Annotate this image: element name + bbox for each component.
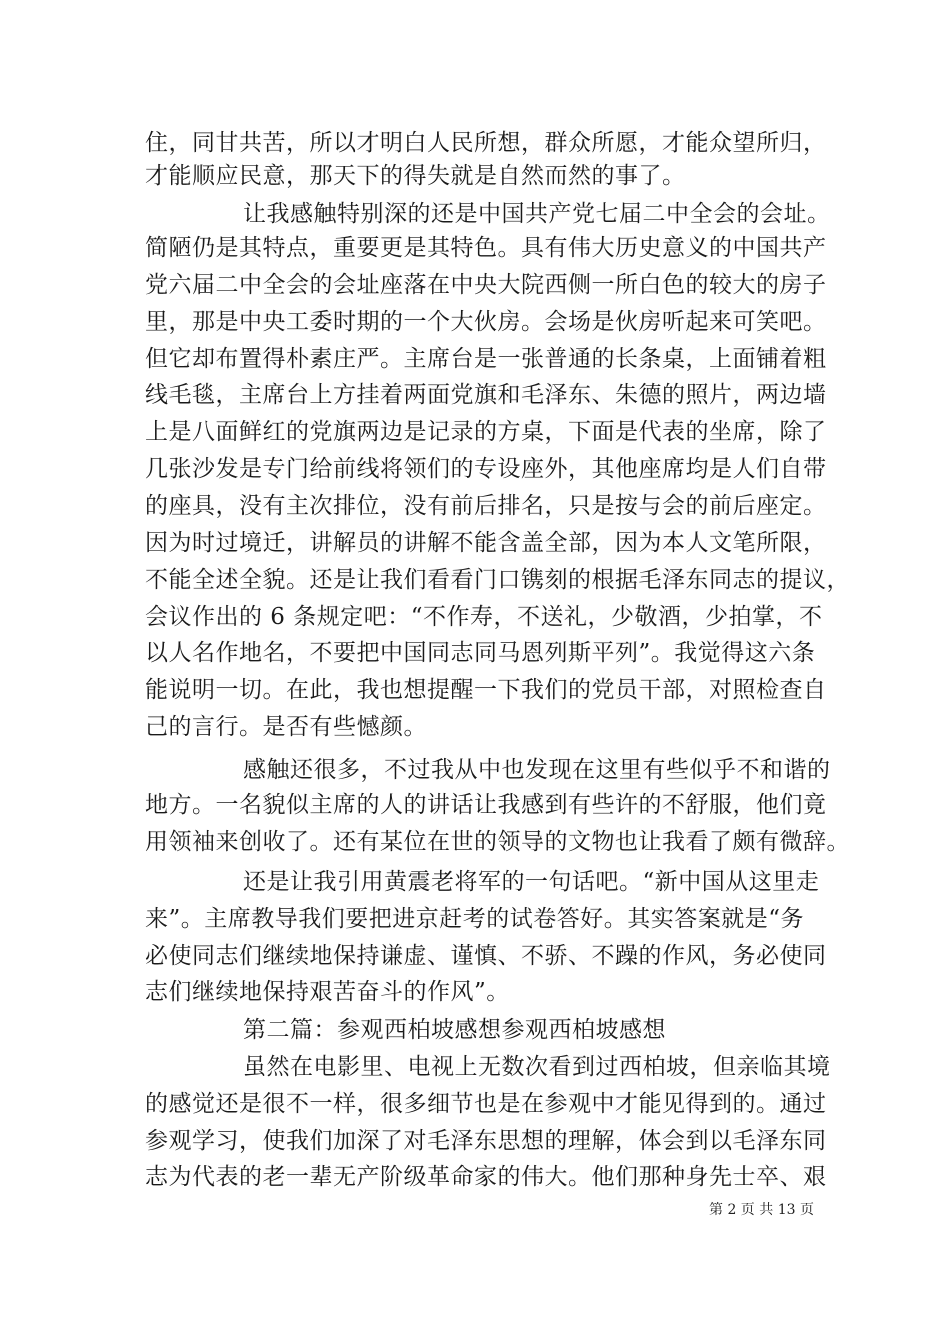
text-line: 必使同志们继续地保持谦虚、谨慎、不骄、不躁的作风，务必使同	[145, 943, 827, 969]
text-line: 因为时过境迁，讲解员的讲解不能含盖全部，因为本人文笔所限，	[145, 530, 827, 556]
text-line: 线毛毯，主席台上方挂着两面党旗和毛泽东、朱德的照片，两边墙	[145, 382, 827, 408]
text-line: 来”。主席教导我们要把进京赶考的试卷答好。其实答案就是“务	[145, 906, 805, 932]
text-line: 才能顺应民意，那天下的得失就是自然而然的事了。	[145, 163, 686, 189]
text-line: 不能全述全貌。还是让我们看看门口镌刻的根据毛泽东同志的提议，	[145, 567, 850, 593]
text-line: 志为代表的老一辈无产阶级革命家的伟大。他们那种身先士卒、艰	[145, 1164, 827, 1190]
text-line: 几张沙发是专门给前线将领们的专设座外，其他座席均是人们自带	[145, 456, 827, 482]
text-line: 的感觉还是很不一样，很多细节也是在参观中才能见得到的。通过	[145, 1091, 827, 1117]
text-line: 参观学习，使我们加深了对毛泽东思想的理解，体会到以毛泽东同	[145, 1128, 827, 1154]
page-number-footer: 第 2 页 共 13 页	[709, 1202, 814, 1218]
paragraph-start-line: 还是让我引用黄震老将军的一句话吧。“新中国从这里走	[243, 869, 820, 895]
text-line: 里，那是中央工委时期的一个大伙房。会场是伙房听起来可笑吧。	[145, 309, 827, 335]
text-line: 住，同甘共苦，所以才明白人民所想，群众所愿，才能众望所归，	[145, 130, 827, 156]
paragraph-start-line: 让我感触特别深的还是中国共产党七届二中全会的会址。	[243, 201, 831, 227]
text-line: 以人名作地名，不要把中国同志同马恩列斯平列”。我觉得这六条	[145, 640, 816, 666]
text-line: 己的言行。是否有些憾颜。	[145, 714, 427, 740]
text-line: 简陋仍是其特点，重要更是其特色。具有伟大历史意义的中国共产	[145, 235, 827, 261]
text-line: 上是八面鲜红的党旗两边是记录的方桌，下面是代表的坐席，除了	[145, 419, 827, 445]
text-line: 的座具，没有主次排位，没有前后排名，只是按与会的前后座定。	[145, 493, 827, 519]
paragraph-start-line: 虽然在电影里、电视上无数次看到过西柏坡，但亲临其境	[243, 1054, 831, 1080]
text-line: 会议作出的 6 条规定吧：“不作寿，不送礼，少敬酒，少拍掌，不	[145, 604, 823, 630]
section-heading: 第二篇：参观西柏坡感想参观西柏坡感想	[243, 1017, 666, 1043]
text-line: 用领袖来创收了。还有某位在世的领导的文物也让我看了颇有微辞。	[145, 829, 850, 855]
text-line: 志们继续地保持艰苦奋斗的作风”。	[145, 979, 510, 1005]
text-line: 能说明一切。在此，我也想提醒一下我们的党员干部，对照检查自	[145, 677, 827, 703]
text-line: 但它却布置得朴素庄严。主席台是一张普通的长条桌，上面铺着粗	[145, 346, 827, 372]
text-line: 党六届二中全会的会址座落在中央大院西侧一所白色的较大的房子	[145, 272, 827, 298]
paragraph-start-line: 感触还很多，不过我从中也发现在这里有些似乎不和谐的	[243, 757, 831, 783]
text-line: 地方。一名貌似主席的人的讲话让我感到有些许的不舒服，他们竟	[145, 792, 827, 818]
